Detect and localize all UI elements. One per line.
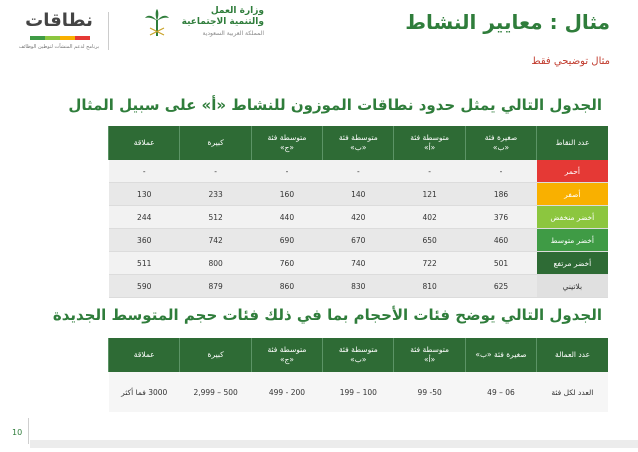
table-cell: 200 - 499: [251, 372, 322, 412]
table-cell: 830: [323, 275, 394, 298]
ministry-title: وزارة العمل والتنمية الاجتماعية: [181, 6, 264, 27]
activity-bands-table: [108, 126, 608, 298]
table-cell: 511: [109, 252, 180, 275]
band-label: أخضر مرتفع: [537, 252, 608, 275]
table-cell: 690: [251, 229, 322, 252]
table-row: [109, 160, 609, 183]
table-row: [109, 275, 609, 298]
table-header-row: [109, 126, 609, 160]
table-cell: 50- 99: [394, 372, 465, 412]
table-cell: -: [394, 160, 465, 183]
table-row: [109, 206, 609, 229]
nitaqat-color-bars: [30, 36, 90, 40]
ministry-name: [174, 6, 264, 39]
column-header: صغيرة فئة «ب»: [465, 338, 536, 372]
column-header: متوسطة فئة «أ»: [394, 126, 465, 160]
table-cell: -: [180, 160, 251, 183]
band-label: أصفر: [537, 183, 608, 206]
table-cell: 670: [323, 229, 394, 252]
table-cell: 244: [109, 206, 180, 229]
table-header-row: [109, 338, 609, 372]
table-cell: 860: [251, 275, 322, 298]
table-cell: -: [323, 160, 394, 183]
palm-emblem-icon: [144, 8, 170, 38]
table-cell: 160: [251, 183, 322, 206]
table-cell: 3000 فما أكثر: [109, 372, 180, 412]
column-header: كبيرة: [180, 126, 251, 160]
table-cell: 650: [394, 229, 465, 252]
table-cell: 460: [465, 229, 536, 252]
table-cell: 130: [109, 183, 180, 206]
page-number: 10: [12, 428, 23, 437]
column-header: متوسطة فئة «أ»: [394, 338, 465, 372]
nitaqat-logo-text: نطاقات: [25, 10, 93, 31]
slide-title: مثال : معايير النشاط: [405, 10, 610, 34]
table-cell: 879: [180, 275, 251, 298]
nitaqat-bar: [60, 36, 75, 40]
band-label: أخضر متوسط: [537, 229, 608, 252]
table-cell: 501: [465, 252, 536, 275]
table-cell: 500 – 2,999: [180, 372, 251, 412]
column-header: عملاقة: [109, 338, 180, 372]
table-cell: 233: [180, 183, 251, 206]
band-label: أخضر منخفض: [537, 206, 608, 229]
column-header: صغيرة فئة «ب»: [465, 126, 536, 160]
table-cell: 810: [394, 275, 465, 298]
table-cell: -: [251, 160, 322, 183]
heading-table2: الجدول التالي يوضح فئات الأحجام بما في ذلك فئات حجم المتوسط الجديدة: [52, 306, 602, 324]
column-header: متوسطة فئة «ب»: [323, 338, 394, 372]
table-cell: 740: [323, 252, 394, 275]
column-header: متوسطة فئة «ج»: [251, 338, 322, 372]
ministry-subtitle: المملكة العربية السعودية: [202, 30, 264, 37]
logo-divider: [108, 12, 109, 50]
table-cell: 420: [323, 206, 394, 229]
table-cell: 360: [109, 229, 180, 252]
table-cell: 800: [180, 252, 251, 275]
example-note: مثال توضيحي فقط: [531, 56, 610, 67]
heading-table1: الجدول التالي يمثل حدود نطاقات الموزون للنشاط «أ» على سبيل المثال: [68, 96, 602, 114]
column-header: كبيرة: [180, 338, 251, 372]
table-cell: 512: [180, 206, 251, 229]
table-row: [109, 183, 609, 206]
nitaqat-tagline: برنامج لدعم المنشآت لتوطين الوظائف: [18, 44, 100, 50]
table-row: [109, 252, 609, 275]
band-label: أحمر: [537, 160, 608, 183]
column-header: عدد العمالة: [537, 338, 608, 372]
table-cell: 760: [251, 252, 322, 275]
nitaqat-bar: [75, 36, 90, 40]
table-cell: 440: [251, 206, 322, 229]
table-cell: 625: [465, 275, 536, 298]
table-row: [109, 229, 609, 252]
table-cell: -: [465, 160, 536, 183]
table-cell: 402: [394, 206, 465, 229]
size-categories-table: [108, 338, 608, 412]
logos: [14, 6, 264, 60]
footer-line: [30, 440, 638, 448]
band-label: بلاتيني: [537, 275, 608, 298]
table-cell: 140: [323, 183, 394, 206]
table-cell: 100 – 199: [323, 372, 394, 412]
table-cell: العدد لكل فئة: [537, 372, 608, 412]
table-cell: 186: [465, 183, 536, 206]
column-header: متوسطة فئة «ب»: [323, 126, 394, 160]
table-cell: 742: [180, 229, 251, 252]
table-cell: 06 – 49: [465, 372, 536, 412]
column-header: عدد النقاط: [537, 126, 608, 160]
table-cell: 376: [465, 206, 536, 229]
table-cell: 121: [394, 183, 465, 206]
column-header: متوسطة فئة «ج»: [251, 126, 322, 160]
table-cell: 722: [394, 252, 465, 275]
nitaqat-bar: [30, 36, 45, 40]
table-cell: -: [109, 160, 180, 183]
table-row: [109, 372, 609, 412]
table-cell: 590: [109, 275, 180, 298]
nitaqat-bar: [45, 36, 60, 40]
column-header: عملاقة: [109, 126, 180, 160]
